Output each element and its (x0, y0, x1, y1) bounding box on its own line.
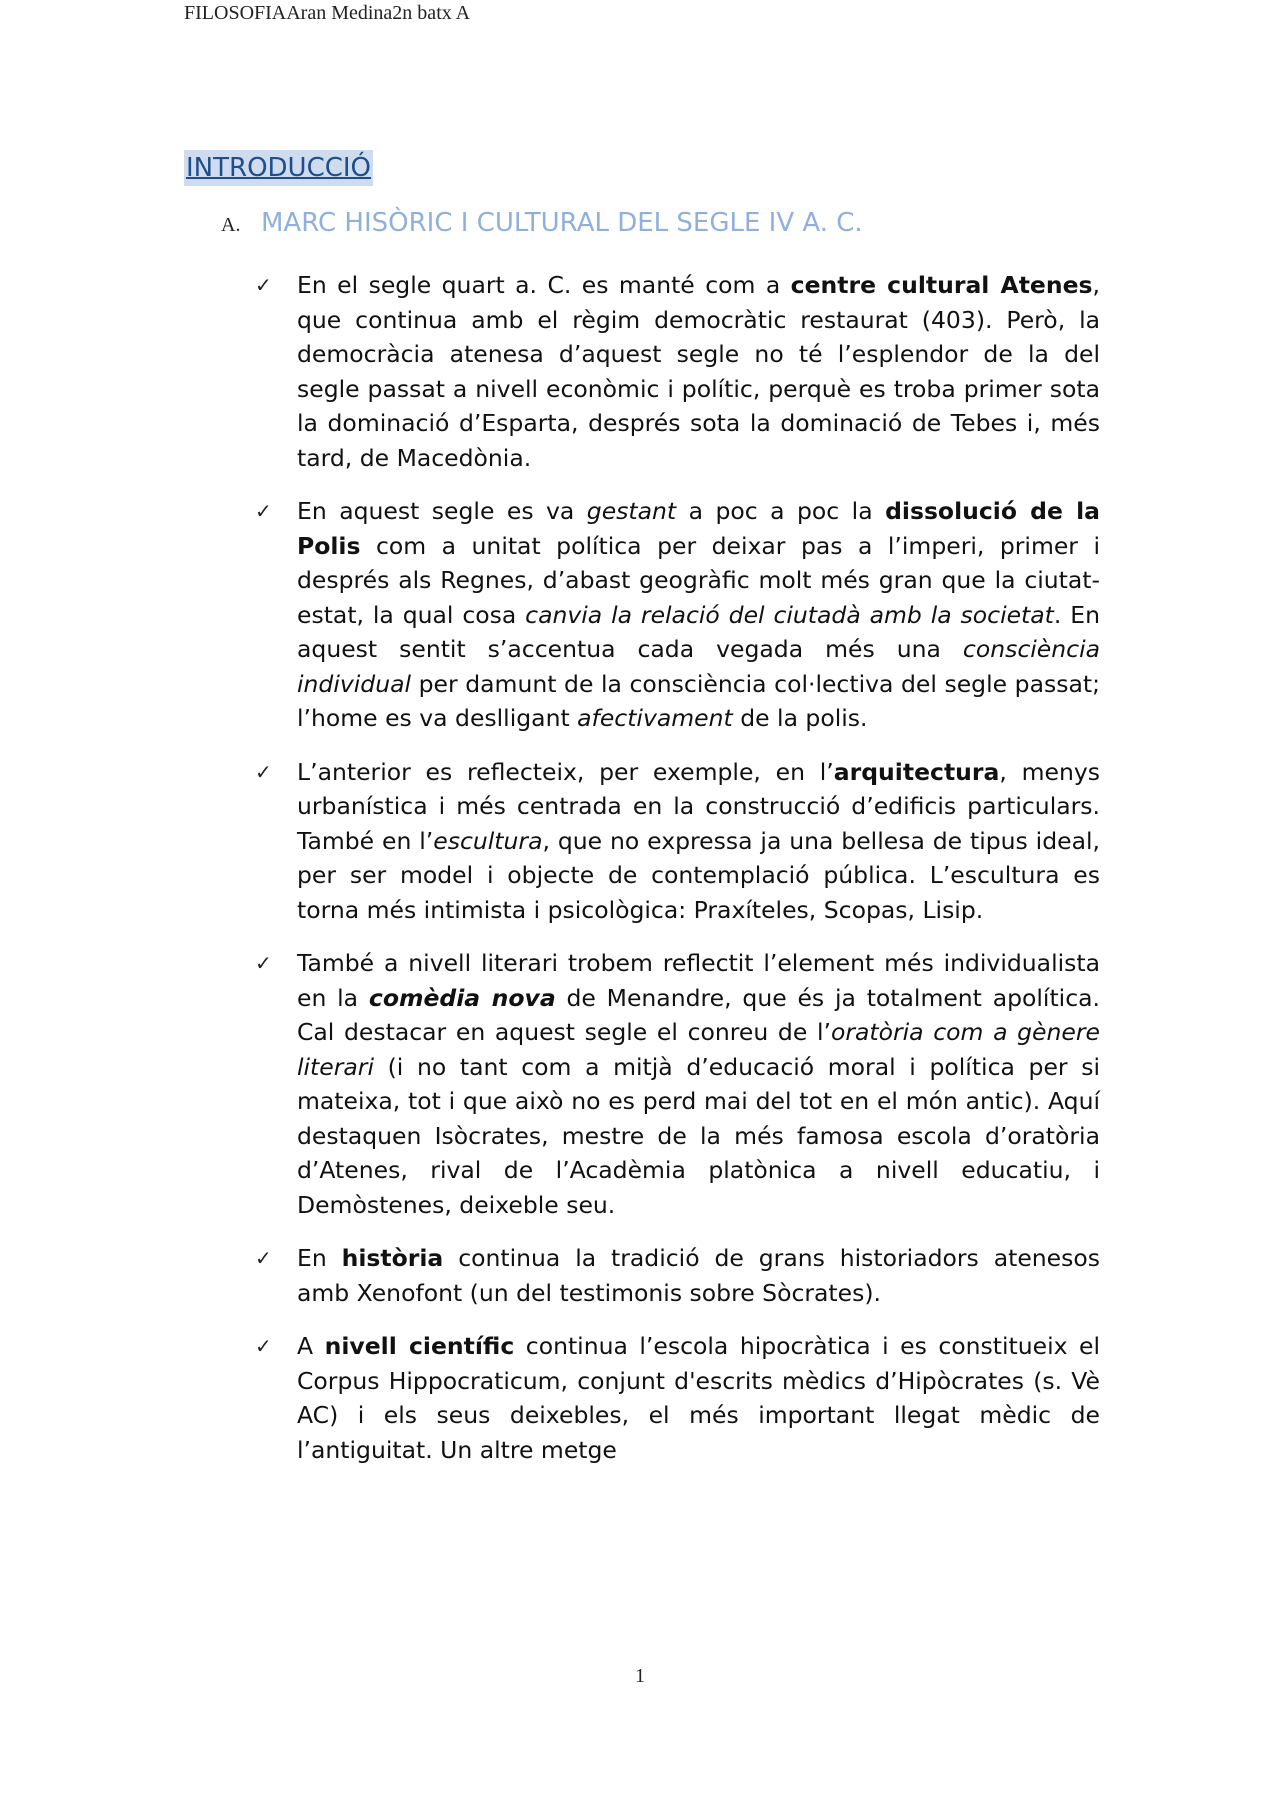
bold-run: arquitectura (833, 757, 1000, 786)
text-run: En (297, 1244, 342, 1272)
italic-run: oratòria com a gènere literari (297, 1018, 1100, 1081)
text-run: També a nivell literari trobem reflectit l’element més individualista en la (297, 949, 1100, 1012)
text-run: com a unitat política per deixar pas a l’imperi, primer i després als Regnes, d’abast geogràfic molt més gran que la ciutat-estat, la qual cosa (297, 531, 1100, 629)
list-item (255, 268, 1100, 475)
italic-run: escultura (433, 826, 543, 855)
italic-run: canvia la relació del ciutadà amb la societat (525, 600, 1054, 629)
list-item (255, 494, 1100, 736)
text-run: de la polis. (732, 704, 868, 732)
text-run: de Menandre, que és ja totalment apolítica. Cal destacar en aquest segle el conreu de l’ (297, 983, 1100, 1046)
text-run: a poc a poc la (676, 497, 886, 525)
page-number: 1 (635, 1665, 645, 1687)
bold-run: nivell científic (324, 1332, 515, 1360)
list-item (255, 1329, 1100, 1467)
text-run: , que continua amb el règim democràtic restaurat (403). Però, la democràcia atenesa d’aquest segle no té l’esplendor de la del segle passat a nivell econòmic i polític, perquè es troba primer sota la dominació d’Esparta, després sota la dominació de Tebes i, més tard, de Macedònia. (297, 271, 1101, 472)
section-title: MARC HISÒRIC I CULTURAL DEL SEGLE IV A. C. (261, 208, 863, 238)
bold-italic-run: comèdia nova (368, 983, 556, 1012)
text-run: , menys urbanística i més centrada en la construcció d’edificis particulars. També en l’ (297, 757, 1100, 855)
checkmark-icon: ✓ (255, 499, 272, 523)
text-run: , que no expressa ja una bellesa de tipus ideal, per ser model i objecte de contemplació pública. L’escultura es torna més intimista i psicològica: Praxíteles, Scopas, Lisip. (297, 826, 1100, 924)
list-item (255, 755, 1100, 928)
checkmark-icon: ✓ (255, 273, 272, 297)
paragraph-text (297, 755, 1100, 928)
bullet-list (255, 268, 1100, 1486)
heading-introduccio[interactable]: INTRODUCCIÓ (184, 150, 373, 186)
checkmark-icon: ✓ (255, 1246, 272, 1270)
text-run: En el segle quart a. C. es manté com a (297, 271, 791, 299)
list-item (255, 1241, 1100, 1310)
paragraph-text (297, 1241, 1100, 1310)
paragraph-text (297, 946, 1100, 1222)
text-run: (i no tant com a mitjà d’educació moral i política per si mateixa, tot i que això no es perd mai del tot en el món antic). Aquí destaquen Isòcrates, mestre de la més famosa escola d’oratòria d’Atenes, rival de l’Acadèmia platònica a nivell educatiu, i Demòstenes, deixeble seu. (297, 1052, 1100, 1219)
text-run: A (297, 1332, 325, 1360)
italic-run: gestant (586, 497, 677, 525)
paragraph-text (297, 268, 1100, 475)
section-heading (221, 208, 863, 238)
text-run: . En aquest sentit s’accentua cada vegada més una (297, 600, 1100, 663)
text-run: continua l’escola hipocràtica i es constitueix el Corpus Hippocraticum, conjunt d'escrits mèdics d’Hipòcrates (s. Vè AC) i els seus deixebles, el més important llegat mèdic de l’antiguitat. Un altre metge (297, 1332, 1101, 1464)
checkmark-icon: ✓ (255, 1334, 272, 1358)
bold-run: centre cultural Atenes (790, 271, 1093, 299)
list-item (255, 946, 1100, 1222)
page-header: FILOSOFIAAran Medina2n batx A (184, 2, 471, 24)
bold-run: dissolució de la Polis (297, 497, 1101, 560)
bold-run: història (341, 1244, 444, 1272)
paragraph-text (297, 494, 1100, 736)
paragraph-text (297, 1329, 1100, 1467)
checkmark-icon: ✓ (255, 759, 272, 784)
section-letter: A. (221, 214, 241, 236)
text-run: continua la tradició de grans historiadors atenesos amb Xenofont (un del testimonis sobre Sòcrates). (297, 1244, 1100, 1307)
text-run: L’anterior es reflecteix, per exemple, en l’ (297, 757, 834, 786)
italic-run: consciència individual (297, 635, 1100, 698)
italic-run: afectivament (577, 704, 733, 732)
text-run: per damunt de la consciència col·lectiva del segle passat; l’home es va deslligant (297, 669, 1100, 732)
text-run: En aquest segle es va (297, 497, 587, 525)
checkmark-icon: ✓ (255, 951, 272, 975)
